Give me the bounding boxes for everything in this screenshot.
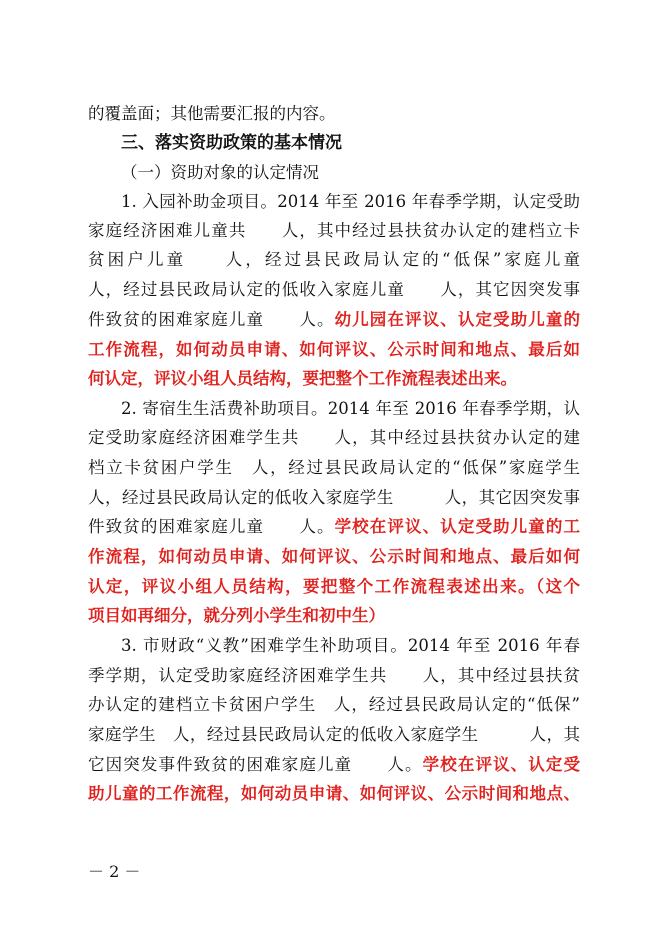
- item-3-line-1: 3. 市财政“义教”困难学生补助项目。2014 年至 2016 年春: [121, 636, 580, 655]
- item-1-line-3: 贫困户儿童 人，经过县民政局认定的“低保”家庭儿童: [88, 250, 580, 269]
- subsection-heading: （一）资助对象的认定情况: [121, 163, 319, 182]
- page-number: － 2 －: [88, 862, 141, 881]
- item-3-line-5: [88, 755, 580, 775]
- item-2-line-1: 2. 寄宿生生活费补助项目。2014 年至 2016 年春季学期，认: [121, 399, 580, 418]
- item-1-red-line-2: 何认定，评议小组人员结构，要把整个工作流程表述出来。: [88, 369, 517, 388]
- item-1-red-line-1: 工作流程，如何动员申请、如何评议、公示时间和地点、最后如: [88, 340, 580, 359]
- item-1-line-5: [88, 310, 580, 330]
- item-1-line-4: 人，经过县民政局认定的低收入家庭儿童 人，其它因突发事: [88, 280, 580, 299]
- item-2-line-5-red: 学校在评议、认定受助儿童的工: [334, 517, 581, 536]
- item-1-line-5-red: 幼儿园在评议、认定受助儿童的: [334, 310, 581, 329]
- text-line-continuation: 的覆盖面；其他需要汇报的内容。: [88, 104, 336, 123]
- item-2-red-line-3: 项目如再细分，就分列小学生和初中生）: [88, 606, 385, 625]
- item-3-line-4: 家庭学生 人，经过县民政局认定的低收入家庭学生 人，其: [88, 725, 580, 744]
- item-3-line-3: 办认定的建档立卡贫困户学生 人，经过县民政局认定的“低保”: [88, 695, 580, 714]
- item-1-line-5-black: 件致贫的困难家庭儿童 人。: [88, 310, 335, 329]
- item-2-line-4: 人，经过县民政局认定的低收入家庭学生 人，其它因突发事: [88, 488, 580, 507]
- item-3-line-5-red: 学校在评议、认定受: [422, 755, 581, 774]
- item-2-red-line-2: 认定，评议小组人员结构，要把整个工作流程表述出来。（这个: [88, 577, 580, 596]
- section-heading: 三、落实资助政策的基本情况: [121, 133, 342, 153]
- item-3-line-2: 季学期，认定受助家庭经济困难学生共 人，其中经过县扶贫: [88, 666, 580, 685]
- item-3-red-line-1: 助儿童的工作流程，如何动员申请、如何评议、公示时间和地点、: [88, 784, 580, 803]
- item-2-line-5-black: 件致贫的困难家庭儿童 人。: [88, 517, 335, 536]
- item-2-red-line-1: 作流程，如何动员申请、如何评议、公示时间和地点、最后如何: [88, 547, 580, 566]
- item-2-line-2: 定受助家庭经济困难学生共 人，其中经过县扶贫办认定的建: [88, 428, 580, 447]
- item-1-line-1: 1. 入园补助金项目。2014 年至 2016 年春季学期，认定受助: [121, 192, 580, 211]
- item-2-line-5: [88, 517, 580, 537]
- item-3-line-5-black: 它因突发事件致贫的困难家庭儿童 人。: [88, 755, 423, 774]
- item-1-line-2: 家庭经济困难儿童共 人，其中经过县扶贫办认定的建档立卡: [88, 221, 580, 240]
- item-2-line-3: 档立卡贫困户学生 人，经过县民政局认定的“低保”家庭学生: [88, 458, 580, 477]
